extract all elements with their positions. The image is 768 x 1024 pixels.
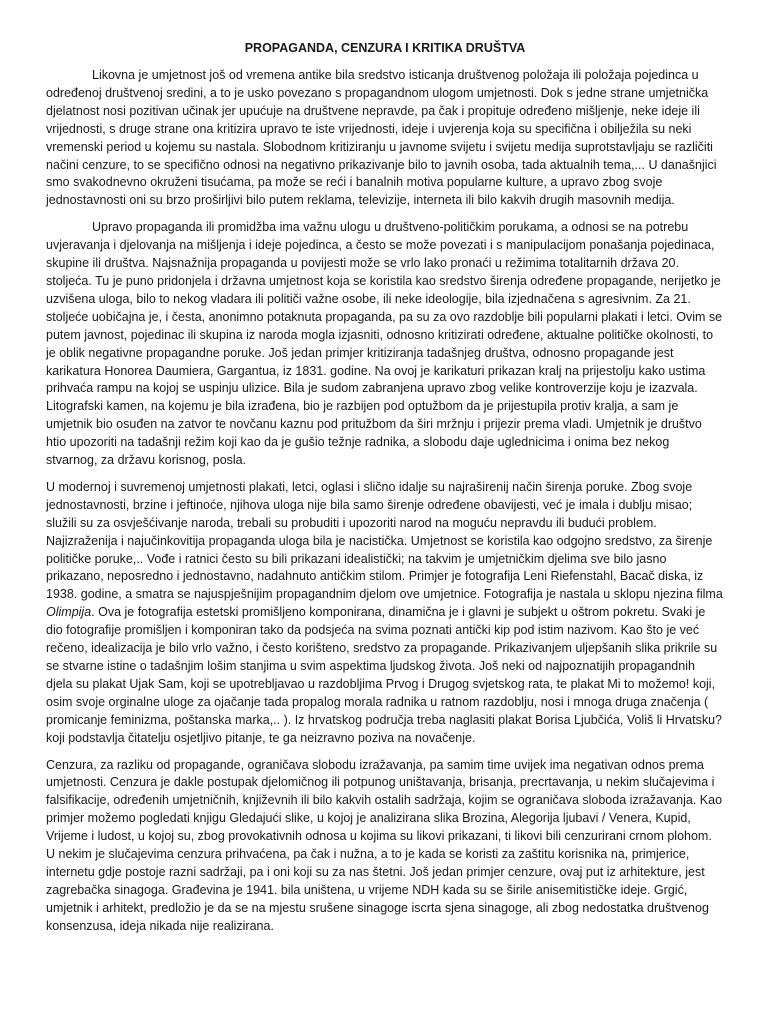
paragraph-modern-art (46, 479, 724, 748)
document-title: PROPAGANDA, CENZURA I KRITIKA DRUŠTVA (244, 41, 526, 55)
paragraph-propaganda (46, 219, 724, 470)
film-title-italic: Olimpija (46, 605, 92, 620)
paragraph-text: Upravo propaganda ili promidžba ima važnu ulogu u društveno-političkim porukama, a odnosi se na potrebu uvjeravanja i djelovanja na mišljenja i ideje pojedinca, a često se može povezati i s manipulacijom ponašanja pojedinaca, skupine ili društva. Najsnažnija propaganda u povijesti može se vrlo lako pronaći u režimima totalitarnih država 20. stoljeća. Tu je puno pridonjela i državna umjetnost koja se koristila kao sredstvo širenja određene propagande, nerijetko je uzvišena uloga, bilo to nekog vladara ili političi važne osobe, ili neke ideologije, bila izjednačena s agresivnim. Za 21. stoljeće uobičajna je, i česta, anonimno potaknuta propaganda, pa su za ovo razdoblje bili popularni plakati i letci. Ovim se putem javnost, pojedinac ili skupina iz naroda mogla izjasniti, odnosno kritizirati određene, aktualne političke okolnosti, to je oblik negativne propagandne poruke. Još jedan primjer kritiziranja tadašnjeg društva, odnosno propagande jest karikatura Honorea Daumiera, Gargantua, iz 1831. godine. Na ovoj je karikaturi prikazan kralj na prijestolju kako ustima prihvaća rampu na kojoj se uspinju ulizice. Bila je sudom zabranjena upravo zbog velike kontroverzije koju je izazvala. Litografski kamen, na kojemu je bila izrađena, bio je razbijen pod optužbom da je prijestupila protiv kralja, a sam je umjetnik bio osuđen na zatvor te novčanu kaznu pod pritužbom da širi mržnju i prijezir prema vladi. Umjetnik je društvo htio upozoriti na tadašnji režim koji kao da je gušio težnje radnika, a slobodu daje uglednicima i onima bez nekog stvarnog, za državu korisnog, posla. (46, 220, 723, 468)
paragraph-text: U modernoj i suvremenoj umjetnosti plakati, letci, oglasi i slično idalje su najraširenij način širenja poruke. Zbog svoje jednostavnosti, brzine i jeftinoće, njihova uloga nije bila samo širenje određene obavijesti, već je imala i dublju misao; služili su za osvješćivanje naroda, trebali su probuditi i upozoriti narod na moguću nepravdu ili budući problem. Najizraženija i najučinkovitija propaganda uloga bila je nacistička. Umjetnost se koristila kao odgojno sredstvo, za širenje političke poruke,.. Vođe i ratnici često su bili prikazani idealistički; na takvim je umjetničkim djelima sve bilo jasno prikazano, neposredno i jednostavno, nadahnuto antičkim stilom. Primjer je fotografija Leni Riefenstahl, Bacač diska, iz 1938. godine, a smatra se najuspješnijim propagandnim djelom ove umjetnice. Fotografija je nastala u sklopu njezina filma (46, 479, 723, 602)
paragraph-intro (46, 67, 724, 210)
paragraph-text: . Ova je fotografija estetski promišljeno komponirana, dinamična je i glavni je subjekt u oštrom pokretu. Svaki je dio fotografije promišljen i komponiran tako da podsjeća na svima poznati antički kip pod istim nazivom. Kao što je već rečeno, idealizacija je bilo vrlo važno, i često korišteno, sredstvo za propagande. Prikazivanjem uljepšanih slika prikrile su se stvarne istine o tadašnjim lošim stanjima u svim aspektima ljudskog života. Još neki od najpoznatijih propagandnih djela su plakat Ujak Sam, koji se upotrebljavao u razdobljima Prvog i Drugog svjetskog rata, te plakat Mi to možemo! koji, osim svoje orginalne uloge za ojačanje tada propalog morala radnika u ratnom razdoblju, nosi i mnoga druga značenja ( promicanje feminizma, poštanska marka,.. ). Iz hrvatskog područja treba naglasiti plakat Borisa Ljubčića, Voliš li Hrvatsku? koji podstavlja čitatelju osjetljivo pitanje, te ga neizravno poziva na novačenje. (46, 605, 722, 745)
paragraph-text: Cenzura, za razliku od propagande, ograničava slobodu izražavanja, pa samim time uvijek ima negativan odnos prema umjetnosti. Cenzura je dakle postupak djelomičnog ili potpunog uništavanja, brisanja, precrtavanja, u nekim slučajevima i falsifikacije, određenih umjetničnih, književnih ili bilo kakvih ostalih sadržaja, kojim se ograničava sloboda izražavanja. Kao primjer možemo pogledati knjigu Gledajući slike, u kojoj je analizirana slika Brozina, Alegorija ljubavi / Venera, Kupid, Vrijeme i ludost, u kojoj su, zbog provokativnih odnosa u kojima su likovi prikazani, ti likovi bili cenzurirani crnom plohom. U nekim je slučajevima cenzura prihvaćena, pa čak i nužna, a to je kada se koristi za zaštitu korisnika na, primjerice, internetu gdje postoje razni sadržaji, pa i oni koji su za nas štetni. Još jedan primjer cenzure, ovaj put iz arhitekture, jest zagrebačka sinagoga. Građevina je 1941. bila uništena, u vrijeme NDH kada su se širile anisemitističke ideje. Grgić, umjetnik i arhitekt, predložio je da se na mjestu srušene sinagoge iscrta sjena sinagoge, ali zbog nedostatka društvenog konsenzusa, ideja nikada nije realizirana. (46, 757, 723, 933)
paragraph-text: Likovna je umjetnost još od vremena antike bila sredstvo isticanja društvenog položaja ili položaja pojedinca u određenoj društvenoj sredini, a to je usko povezano s propagandnom ulogom umjetnosti. Dok s jedne strane umjetnička djelatnost nosi pozitivan učinak jer upućuje na društvene nepravde, pa čak i propituje određeno mišljenje, neke ideje ili vrijednosti, s druge strane ona kritizira upravo te iste vrijednosti, ideje i uvjerenja koja su specifična i obilježila su neki vremenski period u kojemu su nastala. Slobodnom kritiziranju u javnome svijetu i svijetu medija suprotstavljaju se različiti načini cenzure, to se specifično odnosi na negativno prikazivanje bilo to javnih osoba, tada aktualnih tema,... U današnjici smo svakodnevno okruženi tisućama, pa može se reći i banalnih motiva popularne kulture, a upravo zbog svoje jednostavnosti oni su brzo proširljivi bilo putem reklama, televizije, interneta ili bilo kakvih drugih masovnih medija. (46, 68, 717, 208)
paragraph-censorship (46, 757, 724, 936)
